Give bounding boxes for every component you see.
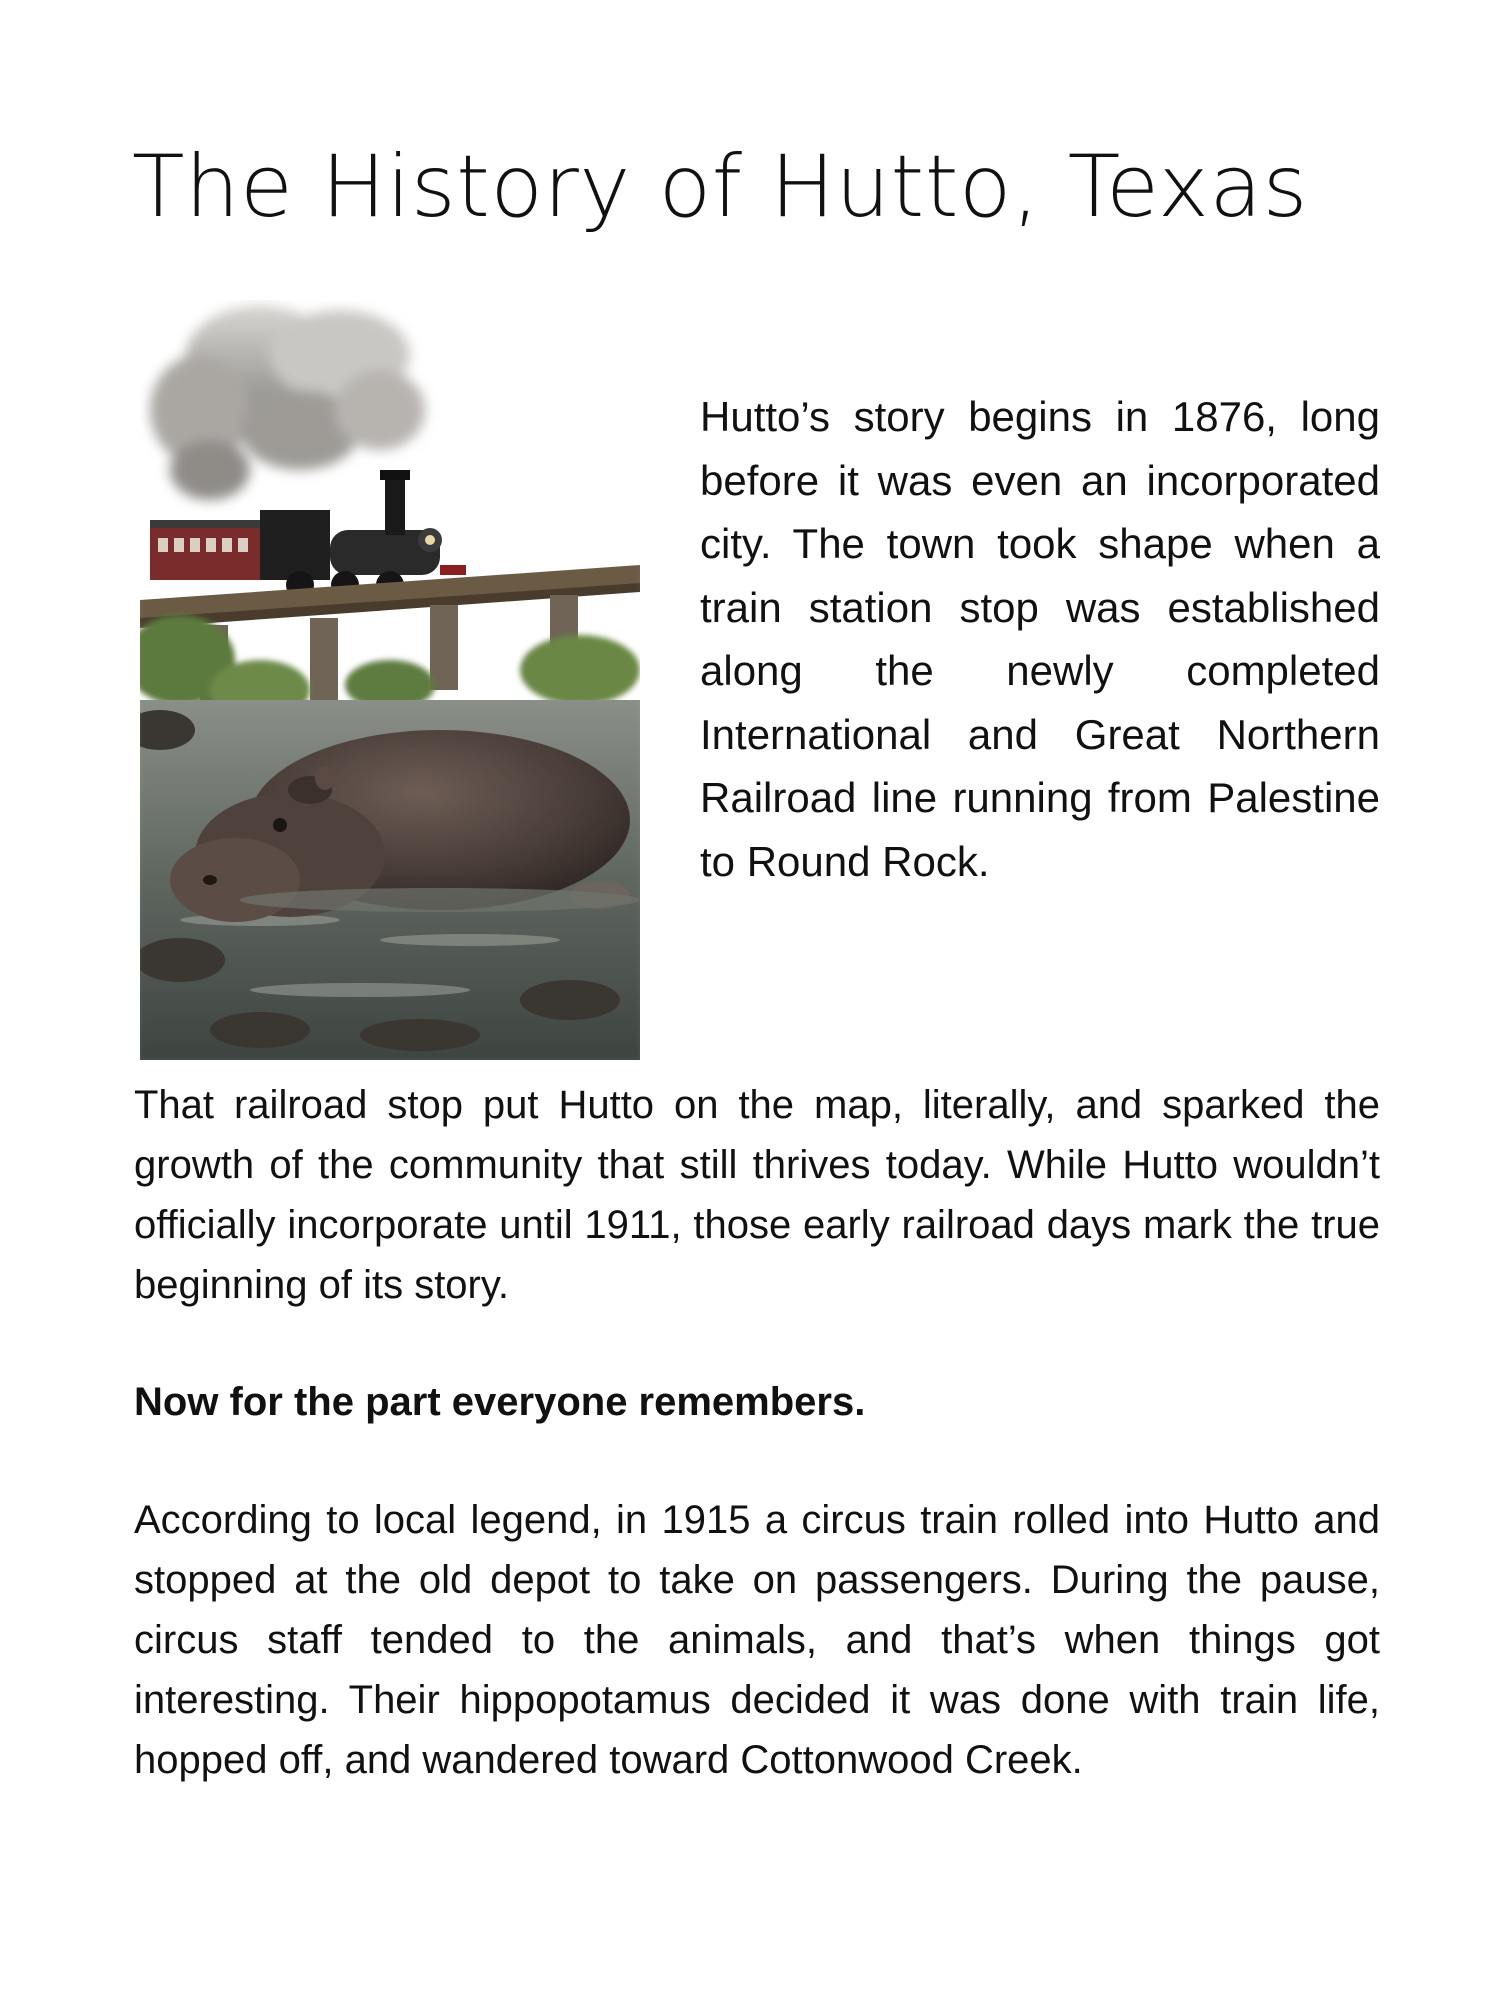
train-and-hippo-illustration (140, 300, 640, 1060)
passenger-car (150, 520, 260, 580)
railroad-paragraph: That railroad stop put Hutto on the map, literally, and sparked the growth of the community that still thrives today. While Hutto wouldn’t officially incorporate until 1911, those early railroad days mark the true beginning of its story. (134, 1083, 1380, 1307)
illustration-svg (140, 300, 640, 1060)
legend-paragraph: According to local legend, in 1915 a circus train rolled into Hutto and stopped at the old depot to take on passengers. During the pause, circus staff tended to the animals, and that’s when things got interesting. Their hippopotamus decided it was done with train life, hopped off, and wandered toward Cottonwood Creek. (134, 1498, 1380, 1782)
emphasis-paragraph: Now for the part everyone remembers. (134, 1380, 866, 1424)
page-title: The History of Hutto, Texas (132, 137, 1308, 237)
intro-paragraph: Hutto’s story begins in 1876, long before it was even an incorporated city. The town took shape when a train station stop was established along the newly completed International and Great Northern Railroad line running from Palestine to Round Rock. (700, 393, 1380, 885)
